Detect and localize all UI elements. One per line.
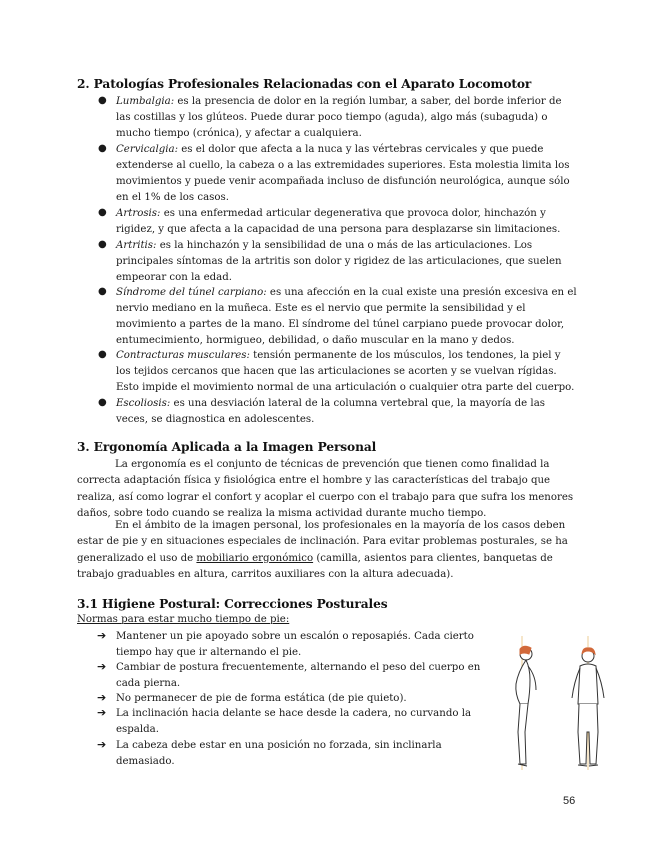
arrow-right-icon: ➔	[97, 706, 107, 719]
norma-item-2	[97, 660, 487, 692]
term: Síndrome del túnel carpiano:	[116, 287, 267, 298]
definition: es el dolor que afecta a la nuca y las vértebras cervicales y que puede extenderse al cuello, la cabeza o a las extremidades superiores. Esta molestia limita los movimientos y puede venir acompañada incluso de disfunción neurológica, aunque sólo en el 1% de los casos.	[116, 144, 570, 204]
bullet-icon: ●	[98, 286, 107, 297]
arrow-right-icon: ➔	[97, 691, 107, 704]
definition: es la presencia de dolor en la región lumbar, a saber, del borde inferior de las costillas y los glúteos. Puede durar poco tiempo (aguda), algo más (subaguda) o mucho tiempo (crónica), y afectar a cualquiera.	[116, 96, 562, 140]
ergonomia-paragraph-2	[77, 518, 578, 584]
bullet-icon: ●	[98, 95, 107, 106]
list-item-lumbalgia	[98, 94, 578, 142]
definition: es una afección en la cual existe una presión excesiva en el nervio mediano en la muñeca. Este es el nervio que permite la sensibilidad y el movimiento a partes de la mano. El síndrome del túnel carpiano puede provocar dolor, entumecimiento, hormigueo, debilidad, o daño muscular en la mano y dedos.	[116, 287, 577, 347]
term: Artrosis:	[116, 208, 161, 219]
mobiliario-ergonomico-link[interactable]: mobiliario ergonómico	[196, 552, 314, 564]
norma-item-3	[97, 691, 487, 707]
list-item-contracturas	[98, 348, 578, 396]
bent-posture-figure	[516, 636, 536, 770]
term: Contracturas musculares:	[116, 350, 250, 361]
hair	[520, 646, 531, 654]
list-item-tunel-carpiano	[98, 285, 578, 349]
posture-illustration	[500, 632, 630, 772]
paragraph-text: En el ámbito de la imagen personal, los profesionales en la mayoría de los casos deben estar de pie y en situaciones especiales de inclinación. Para evitar problemas posturales, se ha generalizado el uso de	[77, 520, 568, 564]
arrow-right-icon: ➔	[97, 660, 107, 673]
norma-item-1	[97, 629, 487, 661]
bullet-icon: ●	[98, 239, 107, 250]
legs	[518, 704, 528, 764]
definition: es la hinchazón y la sensibilidad de una o más de las articulaciones. Los principales síntomas de la artritis son dolor y rigidez de las articulaciones, que suelen empeorar con la edad.	[116, 240, 562, 284]
definition: tensión permanente de los músculos, los tendones, la piel y los tejidos cercanos que hacen que las articulaciones se acorten y se vuelvan rígidas. Esto impide el movimiento normal de una articulación o cualquier otra parte del cuerpo.	[116, 350, 575, 394]
list-item-artritis	[98, 238, 578, 286]
term: Cervicalgia:	[116, 144, 179, 155]
bullet-icon: ●	[98, 207, 107, 218]
definition: es una enfermedad articular degenerativa que provoca dolor, hinchazón y rigidez, y que afecta a la capacidad de una persona para desplazarse sin limitaciones.	[116, 208, 561, 236]
list-item-escoliosis	[98, 396, 578, 428]
arrow-right-icon: ➔	[97, 629, 107, 642]
term: Artritis:	[116, 240, 157, 251]
norma-text: La inclinación hacia delante se hace desde la cadera, no curvando la espalda.	[116, 708, 472, 736]
ergonomia-paragraph-1	[77, 457, 578, 523]
norma-text: Cambiar de postura frecuentemente, alternando el peso del cuerpo en cada pierna.	[116, 662, 481, 690]
definition: es una desviación lateral de la columna vertebral que, la mayoría de las veces, se diagnostica en adolescentes.	[116, 398, 545, 426]
list-item-cervicalgia	[98, 142, 578, 206]
torso	[578, 664, 598, 704]
page-number: 56	[563, 795, 576, 807]
norma-text: La cabeza debe estar en una posición no forzada, sin inclinarla demasiado.	[116, 740, 442, 768]
norma-item-4	[97, 706, 487, 738]
section-3-1-heading: 3.1 Higiene Postural: Correcciones Posturales	[77, 597, 388, 611]
paragraph-text: (camilla, asientos para clientes, banquetas de trabajo graduables en altura, carritos auxiliares con la altura adecuada).	[77, 552, 553, 581]
paragraph-text: La ergonomía es el conjunto de técnicas de prevención que tienen como finalidad la correcta adaptación física y fisiológica entre el hombre y las características del trabajo que realiza, así como lograr el confort y acoplar el cuerpo con el trabajo para que sufra los menores daños, sobre todo cuando se realiza la misma actividad durante mucho tiempo.	[77, 459, 574, 520]
norma-text: No permanecer de pie de forma estática (de pie quieto).	[116, 693, 407, 704]
list-item-artrosis	[98, 206, 578, 238]
term: Lumbalgia:	[116, 96, 175, 107]
section-2-heading: 2. Patologías Profesionales Relacionadas con el Aparato Locomotor	[77, 77, 532, 91]
upright-posture-figure	[572, 636, 604, 770]
normas-subtitle: Normas para estar mucho tiempo de pie:	[77, 614, 290, 625]
norma-item-5	[97, 738, 487, 770]
bullet-icon: ●	[98, 143, 107, 154]
bullet-icon: ●	[98, 397, 107, 408]
bullet-icon: ●	[98, 349, 107, 360]
arrow-right-icon: ➔	[97, 738, 107, 751]
term: Escoliosis:	[116, 398, 171, 409]
section-3-heading: 3. Ergonomía Aplicada a la Imagen Personal	[77, 440, 377, 454]
norma-text: Mantener un pie apoyado sobre un escalón o reposapiés. Cada cierto tiempo hay que ir alternando el pie.	[116, 631, 474, 659]
